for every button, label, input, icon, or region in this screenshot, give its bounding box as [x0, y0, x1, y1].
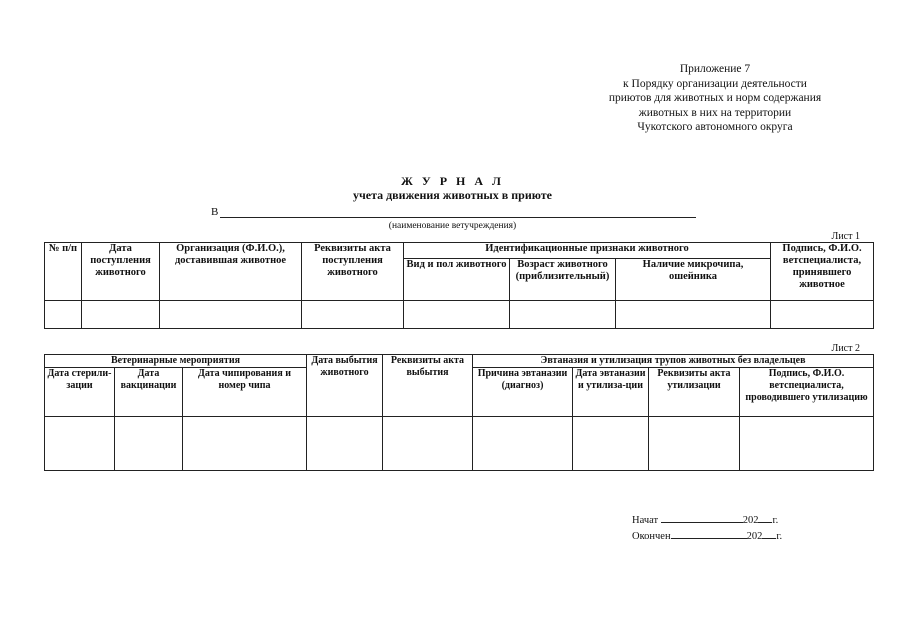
empty-cell[interactable] — [160, 301, 302, 329]
year-prefix: 202 — [746, 531, 763, 542]
started-day-blank[interactable] — [661, 512, 743, 523]
title-journal: Ж У Р Н А Л — [401, 174, 504, 188]
header-age: Возраст животного (приблизительный) — [510, 259, 616, 301]
header-id-group: Идентификационные признаки животного — [404, 243, 771, 259]
header-signature: Подпись, Ф.И.О. ветспециалиста, принявшего животное — [771, 243, 874, 301]
empty-cell[interactable] — [82, 301, 160, 329]
header-euth-group: Эвтаназия и утилизация трупов животных без владельцев — [473, 355, 874, 368]
header-organization: Организация (Ф.И.О.), доставившая животное — [160, 243, 302, 301]
header-disposal-act: Реквизиты акта утилизации — [649, 368, 740, 417]
sheet2-table — [44, 354, 874, 471]
table-row — [45, 301, 874, 329]
sheet1-table — [44, 242, 874, 329]
document-title — [300, 174, 605, 202]
empty-cell[interactable] — [510, 301, 616, 329]
header-chipping: Дата чипирования и номер чипа — [183, 368, 307, 417]
appendix-line: приютов для животных и норм содержания — [608, 92, 822, 104]
empty-cell[interactable] — [473, 417, 573, 471]
sheet1-label: Лист 1 — [831, 231, 860, 242]
header-departure-act: Реквизиты акта выбытия — [383, 355, 473, 417]
empty-cell[interactable] — [115, 417, 183, 471]
header-departure-date: Дата выбытия животного — [307, 355, 383, 417]
empty-cell[interactable] — [740, 417, 874, 471]
institution-line — [211, 206, 696, 220]
empty-cell[interactable] — [183, 417, 307, 471]
header-chip: Наличие микрочипа, ошейника — [616, 259, 771, 301]
empty-cell[interactable] — [404, 301, 510, 329]
empty-cell[interactable] — [616, 301, 771, 329]
started-year-blank[interactable] — [758, 512, 772, 523]
empty-cell[interactable] — [573, 417, 649, 471]
empty-cell[interactable] — [771, 301, 874, 329]
empty-cell[interactable] — [302, 301, 404, 329]
year-suffix: г. — [776, 531, 783, 542]
institution-prefix: В — [211, 206, 219, 218]
empty-cell[interactable] — [649, 417, 740, 471]
institution-blank — [220, 217, 696, 218]
appendix-header — [560, 62, 870, 135]
header-disposal-signature: Подпись, Ф.И.О. ветспециалиста, проводившего утилизацию — [740, 368, 874, 417]
ended-year-blank[interactable] — [762, 528, 776, 539]
header-admission-date: Дата поступления животного — [82, 243, 160, 301]
header-admission-act: Реквизиты акта поступления животного — [302, 243, 404, 301]
institution-hint: (наименование ветучреждения) — [388, 221, 517, 231]
table-row — [45, 417, 874, 471]
empty-cell[interactable] — [45, 301, 82, 329]
empty-cell[interactable] — [45, 417, 115, 471]
header-species-sex: Вид и пол животного — [404, 259, 510, 301]
header-euth-reason: Причина эвтаназии (диагноз) — [473, 368, 573, 417]
header-sterilization-date: Дата стерили-зации — [45, 368, 115, 417]
ended-label: Окончен — [632, 531, 671, 542]
header-num: № п/п — [45, 243, 82, 301]
ended-day-blank[interactable] — [671, 528, 747, 539]
started-label: Начат — [632, 515, 659, 526]
header-vaccination-date: Дата вакцинации — [115, 368, 183, 417]
sheet2-label: Лист 2 — [831, 343, 860, 354]
empty-cell[interactable] — [383, 417, 473, 471]
header-euth-date: Дата эвтаназии и утилиза-ции — [573, 368, 649, 417]
started-row — [632, 512, 782, 528]
appendix-line: Приложение 7 — [679, 63, 751, 75]
appendix-line: животных в них на территории — [638, 106, 792, 119]
year-prefix: 202 — [742, 515, 759, 526]
header-vet-group: Ветеринарные мероприятия — [45, 355, 307, 368]
year-suffix: г. — [772, 515, 779, 526]
empty-cell[interactable] — [307, 417, 383, 471]
ended-row — [632, 528, 782, 544]
appendix-line: к Порядку организации деятельности — [623, 77, 807, 90]
appendix-line: Чукотского автономного округа — [637, 121, 793, 133]
title-subtitle: учета движения животных в приюте — [352, 188, 553, 202]
journal-dates — [632, 512, 782, 544]
